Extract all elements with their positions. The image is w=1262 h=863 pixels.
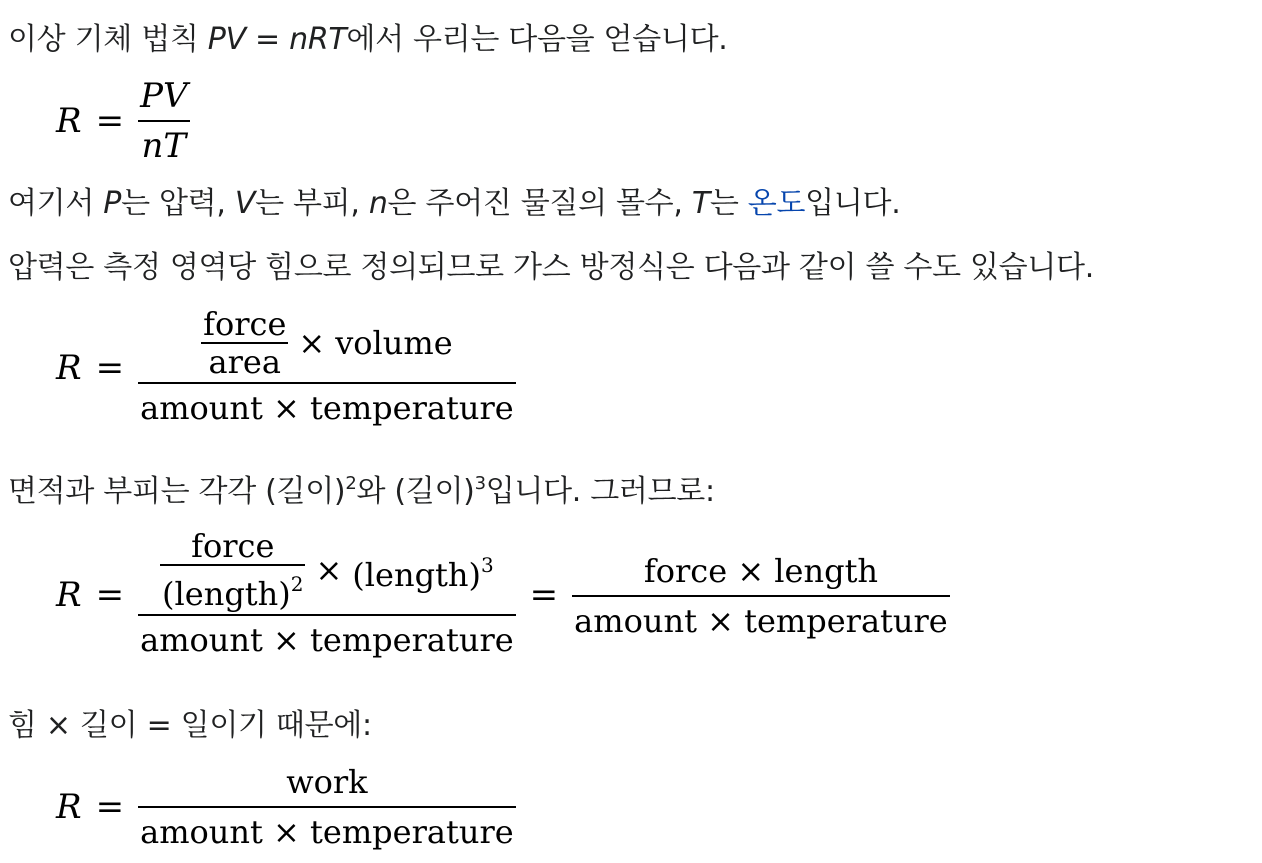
fraction — [138, 762, 516, 852]
fraction-denominator: amount × temperature — [140, 813, 514, 851]
fraction-bar — [138, 614, 516, 616]
formula-lhs: R — [56, 101, 82, 141]
var-p: P — [103, 186, 122, 221]
equals-sign: = — [95, 787, 125, 827]
var-t: T — [691, 186, 710, 221]
fraction-bar — [138, 120, 189, 122]
equals-sign: = — [95, 575, 125, 615]
var-n: n — [368, 186, 388, 221]
formula-lhs: R — [56, 575, 82, 615]
fraction-denominator: amount × temperature — [140, 389, 514, 427]
var-v: V — [234, 186, 256, 221]
temperature-link[interactable]: 온도 — [747, 186, 806, 221]
text: 는 압력, — [121, 186, 235, 221]
text: 여기서 — [8, 186, 104, 221]
superscript: 2 — [345, 473, 357, 494]
fraction-bar — [160, 564, 305, 566]
fraction-bar — [572, 595, 950, 597]
equals-sign: = — [95, 101, 125, 141]
fraction — [138, 305, 516, 428]
inner-denominator: area — [208, 343, 281, 381]
intro-paragraph — [8, 22, 728, 58]
fraction — [138, 76, 189, 166]
ideal-gas-law-inline: PV = nRT — [207, 22, 347, 57]
text: 입니다. 그러므로: — [485, 474, 715, 509]
times-sign: × — [298, 324, 326, 362]
text: 입니다. — [805, 186, 901, 221]
work-paragraph: 힘 × 길이 = 일이기 때문에: — [8, 708, 372, 743]
fraction — [138, 527, 516, 660]
fraction-denominator: nT — [141, 126, 187, 166]
intro-text-end: 에서 우리는 다음을 얻습니다. — [346, 22, 728, 57]
inner-denominator — [160, 568, 305, 613]
text: 와 (길이) — [356, 474, 475, 509]
inner-fraction — [201, 305, 288, 381]
result-fraction — [572, 551, 950, 641]
fraction-numerator — [199, 305, 455, 381]
fraction-numerator: PV — [140, 76, 188, 116]
length-cubed-term — [352, 545, 493, 595]
volume-term: volume — [335, 324, 453, 362]
fraction-numerator: work — [286, 763, 368, 801]
equals-sign: = — [529, 575, 559, 615]
fraction-bar — [138, 382, 516, 384]
formula-r-pv-nt — [56, 76, 190, 166]
text: 은 주어진 물질의 몰수, — [387, 186, 692, 221]
inner-numerator: force — [191, 527, 275, 565]
formula-work — [56, 762, 516, 852]
text: 면적과 부피는 각각 (길이) — [8, 474, 346, 509]
superscript: 3 — [474, 473, 486, 494]
formula-lhs: R — [56, 348, 82, 388]
text: 는 — [709, 186, 748, 221]
text: 는 부피, — [255, 186, 369, 221]
length-term: (length) — [352, 556, 481, 594]
superscript: 2 — [290, 572, 304, 596]
fraction-numerator — [158, 527, 496, 613]
equals-sign: = — [95, 348, 125, 388]
pressure-paragraph: 압력은 측정 영역당 힘으로 정의되므로 가스 방정식은 다음과 같이 쓸 수도 있습니다. — [8, 250, 1094, 285]
formula-lhs: R — [56, 787, 82, 827]
superscript: 3 — [481, 553, 494, 577]
dimensions-paragraph — [8, 474, 715, 510]
fraction-denominator: amount × temperature — [140, 621, 514, 659]
variables-paragraph — [8, 186, 900, 222]
times-sign: × — [315, 551, 343, 589]
fraction-denominator: amount × temperature — [574, 602, 948, 640]
inner-fraction — [160, 527, 305, 613]
length-term: (length) — [162, 575, 291, 613]
intro-text: 이상 기체 법칙 — [8, 22, 208, 57]
inner-numerator: force — [203, 305, 287, 343]
fraction-numerator: force × length — [643, 552, 879, 590]
fraction-bar — [138, 806, 516, 808]
formula-force-area-volume — [56, 305, 516, 428]
formula-force-length — [56, 527, 950, 660]
